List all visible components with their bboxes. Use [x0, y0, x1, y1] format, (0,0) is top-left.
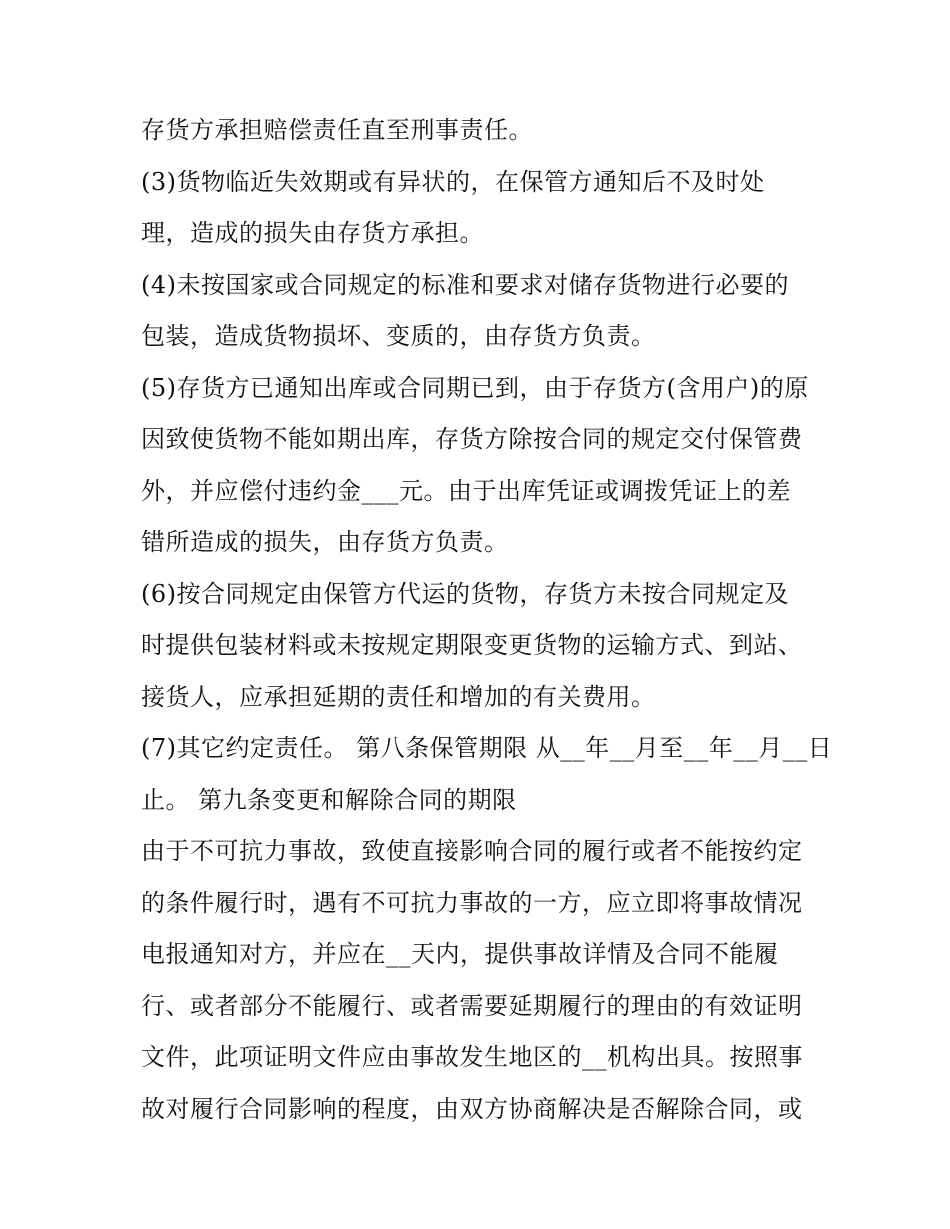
text-line: 止。 第九条变更和解除合同的期限	[141, 785, 517, 814]
text-line: 由于不可抗力事故，致使直接影响合同的履行或者不能按约定	[141, 837, 803, 865]
text-line: 接货人，应承担延期的责任和增加的有关费用。	[141, 682, 656, 711]
contract-text	[141, 108, 841, 1138]
text-line: 存货方承担赔偿责任直至刑事责任。	[141, 116, 533, 144]
text-line: (3)货物临近失效期或有异状的，在保管方通知后不及时处	[141, 167, 765, 196]
text-line: 错所造成的损失，由存货方负责。	[141, 528, 509, 556]
text-line: 时提供包装材料或未按规定期限变更货物的运输方式、到站、	[141, 631, 803, 659]
text-line: 电报通知对方，并应在__天内，提供事故详情及合同不能履	[141, 940, 779, 968]
text-line: 行、或者部分不能履行、或者需要延期履行的理由的有效证明	[141, 991, 803, 1020]
text-line: (6)按合同规定由保管方代运的货物，存货方未按合同规定及	[141, 579, 789, 608]
text-line: 的条件履行时，遇有不可抗力事故的一方，应立即将事故情况	[141, 888, 803, 917]
text-line: 理，造成的损失由存货方承担。	[141, 219, 484, 247]
text-line: (7)其它约定责任。 第八条保管期限 从__年__月至__年__月__日	[141, 734, 833, 762]
text-line: (4)未按国家或合同规定的标准和要求对储存货物进行必要的	[141, 270, 789, 299]
text-line: 因致使货物不能如期出库，存货方除按合同的规定交付保管费	[141, 425, 803, 453]
text-line: 包装，造成货物损坏、变质的，由存货方负责。	[141, 322, 656, 350]
text-line: 文件，此项证明文件应由事故发生地区的__机构出具。按照事	[141, 1043, 803, 1071]
text-line: 外，并应偿付违约金___元。由于出库凭证或调拨凭证上的差	[141, 476, 791, 505]
text-line: (5)存货方已通知出库或合同期已到，由于存货方(含用户)的原	[141, 373, 809, 402]
text-line: 故对履行合同影响的程度，由双方协商解决是否解除合同，或	[141, 1094, 803, 1123]
